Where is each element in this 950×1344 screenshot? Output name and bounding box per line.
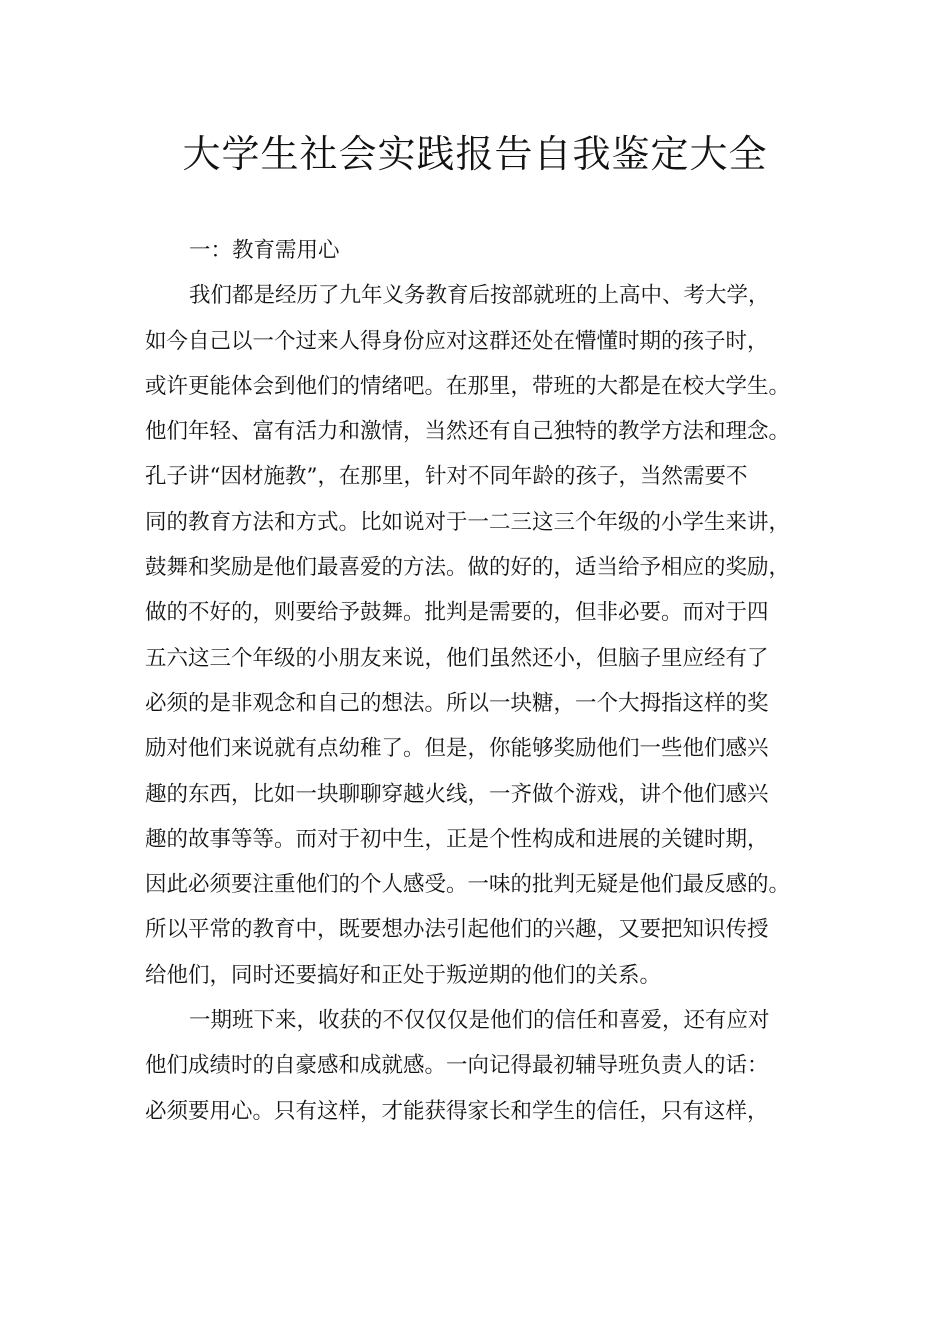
paragraph-2 [145,998,825,1134]
paragraph-line: 所以平常的教育中，既要想办法引起他们的兴趣，又要把知识传授 [145,917,769,943]
paragraph-line: 同的教育方法和方式。比如说对于一二三这三个年级的小学生来讲， [145,509,791,535]
paragraph-line: 鼓舞和奖励是他们最喜爱的方法。做的好的，适当给予相应的奖励， [145,555,791,581]
section-heading: 一：教育需用心 [189,238,340,263]
paragraph-line: 如今自己以一个过来人得身份应对这群还处在懵懂时期的孩子时， [145,328,769,354]
paragraph-line: 励对他们来说就有点幼稚了。但是，你能够奖励他们一些他们感兴 [145,736,769,762]
paragraph-line: 孔子讲“因材施教”，在那里，针对不同年龄的孩子，当然需要不 [145,464,748,490]
paragraph-line: 他们年轻、富有活力和激情，当然还有自己独特的教学方法和理念。 [145,419,791,445]
paragraph-line: 做的不好的，则要给予鼓舞。批判是需要的，但非必要。而对于四 [145,600,769,626]
paragraph-line: 五六这三个年级的小朋友来说，他们虽然还小，但脑子里应经有了 [145,645,769,671]
paragraph-line: 或许更能体会到他们的情绪吧。在那里，带班的大都是在校大学生。 [145,373,791,399]
paragraph-line: 必须要用心。只有这样，才能获得家长和学生的信任，只有这样， [145,1098,769,1124]
paragraph-line: 我们都是经历了九年义务教育后按部就班的上高中、考大学， [189,283,770,309]
paragraph-line: 因此必须要注重他们的个人感受。一味的批判无疑是他们最反感的。 [145,872,791,898]
paragraph-line: 给他们，同时还要搞好和正处于叛逆期的他们的关系。 [145,962,662,988]
paragraph-line: 趣的故事等等。而对于初中生，正是个性构成和进展的关键时期， [145,826,769,852]
paragraph-line: 一期班下来，收获的不仅仅仅是他们的信任和喜爱，还有应对 [189,1008,770,1034]
document-body [145,228,825,1134]
paragraph-1 [145,273,825,998]
paragraph-line: 趣的东西，比如一块聊聊穿越火线，一齐做个游戏，讲个他们感兴 [145,781,769,807]
document-title: 大学生社会实践报告自我鉴定大全 [182,132,768,176]
paragraph-line: 他们成绩时的自豪感和成就感。一向记得最初辅导班负责人的话： [145,1053,769,1079]
paragraph-line: 必须的是非观念和自己的想法。所以一块糖，一个大拇指这样的奖 [145,690,769,716]
